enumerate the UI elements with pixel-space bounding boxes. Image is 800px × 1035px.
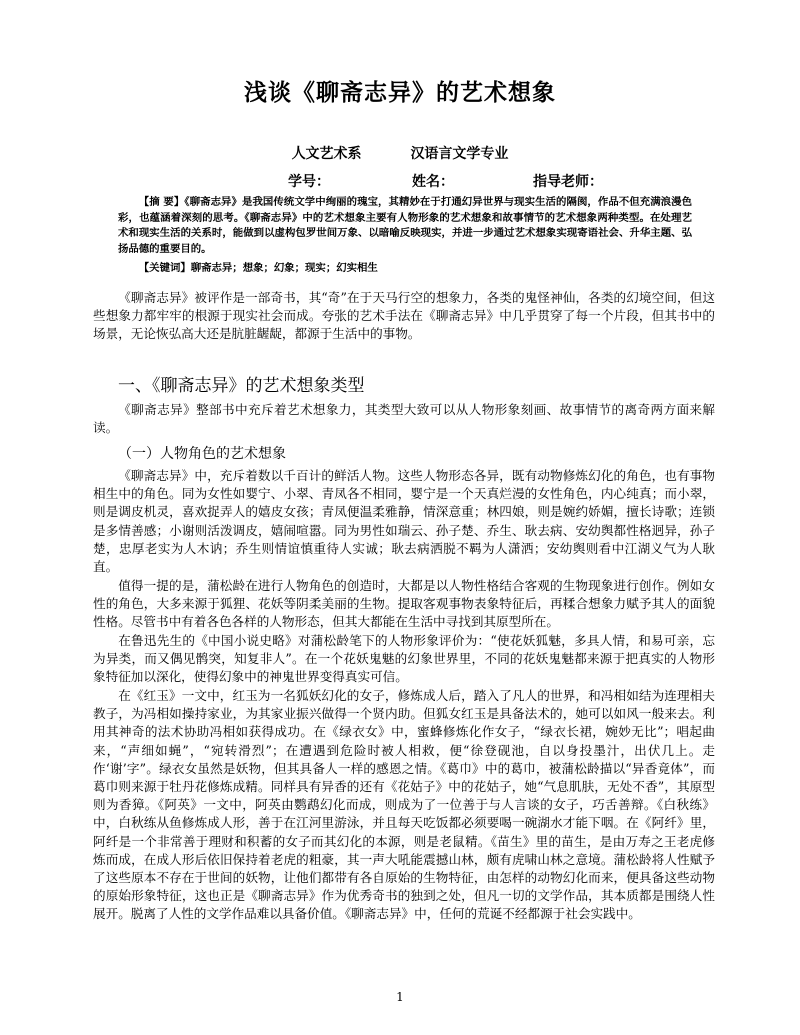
abstract [118, 195, 692, 257]
abstract-label: 【摘 要】 [138, 196, 185, 208]
intro-paragraph: 《聊斋志异》被评作是一部奇书，其“奇”在于天马行空的想象力，各类的鬼怪神仙，各类的幻境空间，但这些想象力都牢牢的根源于现实社会而成。夸张的艺术手法在《聊斋志异》中几乎贯穿了每一个片段，但其书中的场景，无论恢弘高大还是肮脏龌龊，都源于生活中的事物。 [93, 290, 715, 342]
page-number: 1 [396, 990, 404, 1004]
department: 人文艺术系 [291, 146, 362, 162]
keywords-label: 【关键词】 [138, 262, 191, 274]
body-paragraph: 《聊斋志异》中，充斥着数以千百计的鲜活人物。这些人物形态各异，既有动物修炼幻化的角色，也有事物相生中的角色。同为女性如婴宁、小翠、青凤各不相同，婴宁是一个天真烂漫的女性角色，内心纯真；而小翠，则是调皮机灵，喜欢捉弄人的嬉皮女孩；青凤便温柔雅静，情深意重；林四娘，则是婉约娇媚，擅长诗歌；连锁是多情善感；小谢则活泼调皮，嬉闹喧嚣。同为男性如瑞云、孙子楚、乔生、耿去病、安幼舆都性格迥异，孙子楚，忠厚老实为人木讷；乔生则情谊慎重待人实诚；耿去病洒脱不羁为人潇洒；安幼舆则看中江湖义气为人耿直。 [93, 468, 715, 575]
section-intro: 《聊斋志异》整部书中充斥着艺术想象力，其类型大致可以从人物形象刻画、故事情节的离奇两方面来解读。 [93, 402, 715, 436]
body-paragraph: 在鲁迅先生的《中国小说史略》对蒲松龄笔下的人物形象评价为：“使花妖狐魅，多具人情，和易可亲，忘为异类，而又偶见鹘突，知复非人”。在一个花妖鬼魅的幻象世界里，不同的花妖鬼魅都来源于把真实的人物形象特征加以深化，使得幻象中的神鬼世界变得真实可信。 [93, 633, 715, 685]
body-paragraph: 值得一提的是，蒲松龄在进行人物角色的创造时，大都是以人物性格结合客观的生物现象进行创作。例如女性的角色，大多来源于狐狸、花妖等阴柔美丽的生物。提取客观事物表象特征后，再糅合想象力赋予其人的面貌性格。尽管书中有着各色各样的人物形态，但其大都能在生活中寻找到其原型所在。 [93, 578, 715, 630]
author-info-line [0, 143, 800, 163]
subsection-heading: （一）人物角色的艺术想象 [118, 446, 286, 462]
body-paragraph: 在《红玉》一文中，红玉为一名狐妖幻化的女子，修炼成人后，踏入了凡人的世界，和冯相如结为连理相夫教子，为冯相如操持家业，为其家业振兴做得一个贤内助。但狐女红玉是具备法术的，她可以如风一般来去。利用其神奇的法术协助冯相如获得成功。在《绿衣女》中，蜜蜂修炼化作女子，“绿衣长裙，婉妙无比”；唱起曲来，“声细如蝇”，“宛转滑烈”；在遭遇到危险时被人相救，便“徐登砚池，自以身投墨汁，出伏几上。走作‘谢’字”。绿衣女虽然是妖物，但其具备人一样的感恩之情。《葛巾》中的葛巾，被蒲松龄描以“异香竟体”，而葛巾则来源于牡丹花修炼成精。同样具有异香的还有《花姑子》中的花姑子，她“气息肌肤，无处不香”，其原型则为香獐。《阿英》一文中，阿英由鹦鹉幻化而成，则成为了一位善于与人言谈的女子，巧舌善辩。《白秋练》中，白秋练从鱼修炼成人形，善于在江河里游泳，并且每天吃饭都必须要喝一碗湖水才能下咽。在《阿纤》里，阿纤是一个非常善于理财和积蓄的女子而其幻化的本源，则是老鼠精。《苗生》里的苗生，是由万寿之王老虎修炼而成，在成人形后依旧保持着老虎的粗豪，其一声大吼能震撼山林，颇有虎啸山林之意境。蒲松龄将人性赋予了这些原本不存在于世间的妖物，让他们都带有各自原始的生物特征，由怎样的动物幻化而来，便具备这些动物的原始形象特征，这也正是《聊斋志异》作为优秀奇书的独到之处，但凡一切的文学作品，其本质都是围绕人性展开。脱离了人性的文学作品难以具备价值。《聊斋志异》中，任何的荒诞不经都源于社会实践中。 [93, 688, 715, 922]
abstract-text: 《聊斋志异》是我国传统文学中绚丽的瑰宝，其精妙在于打通幻异世界与现实生活的隔阂，作品不但充满浪漫色彩，也蕴涵着深刻的思考。《聊斋志异》中的艺术想象主要有人物形象的艺术想象和故事情节的艺术想象两种类型。在处理艺术和现实生活的关系时，能做到以虚构包罗世间万象、以暗喻反映现实，并进一步通过艺术想象实现寄语社会、升华主题、弘扬品德的重要目的。 [118, 196, 693, 255]
keywords [118, 261, 692, 277]
student-id-label: 学号： [288, 174, 330, 190]
keywords-text: 聊斋志异；想象；幻象；现实；幻实相生 [190, 262, 378, 274]
advisor-label: 指导老师： [533, 174, 603, 190]
name-label: 姓名： [412, 174, 454, 190]
major: 汉语言文学专业 [410, 146, 509, 162]
section-heading: 一、《聊斋志异》的艺术想象类型 [118, 376, 365, 396]
document-title: 浅谈《聊斋志异》的艺术想象 [244, 80, 556, 106]
